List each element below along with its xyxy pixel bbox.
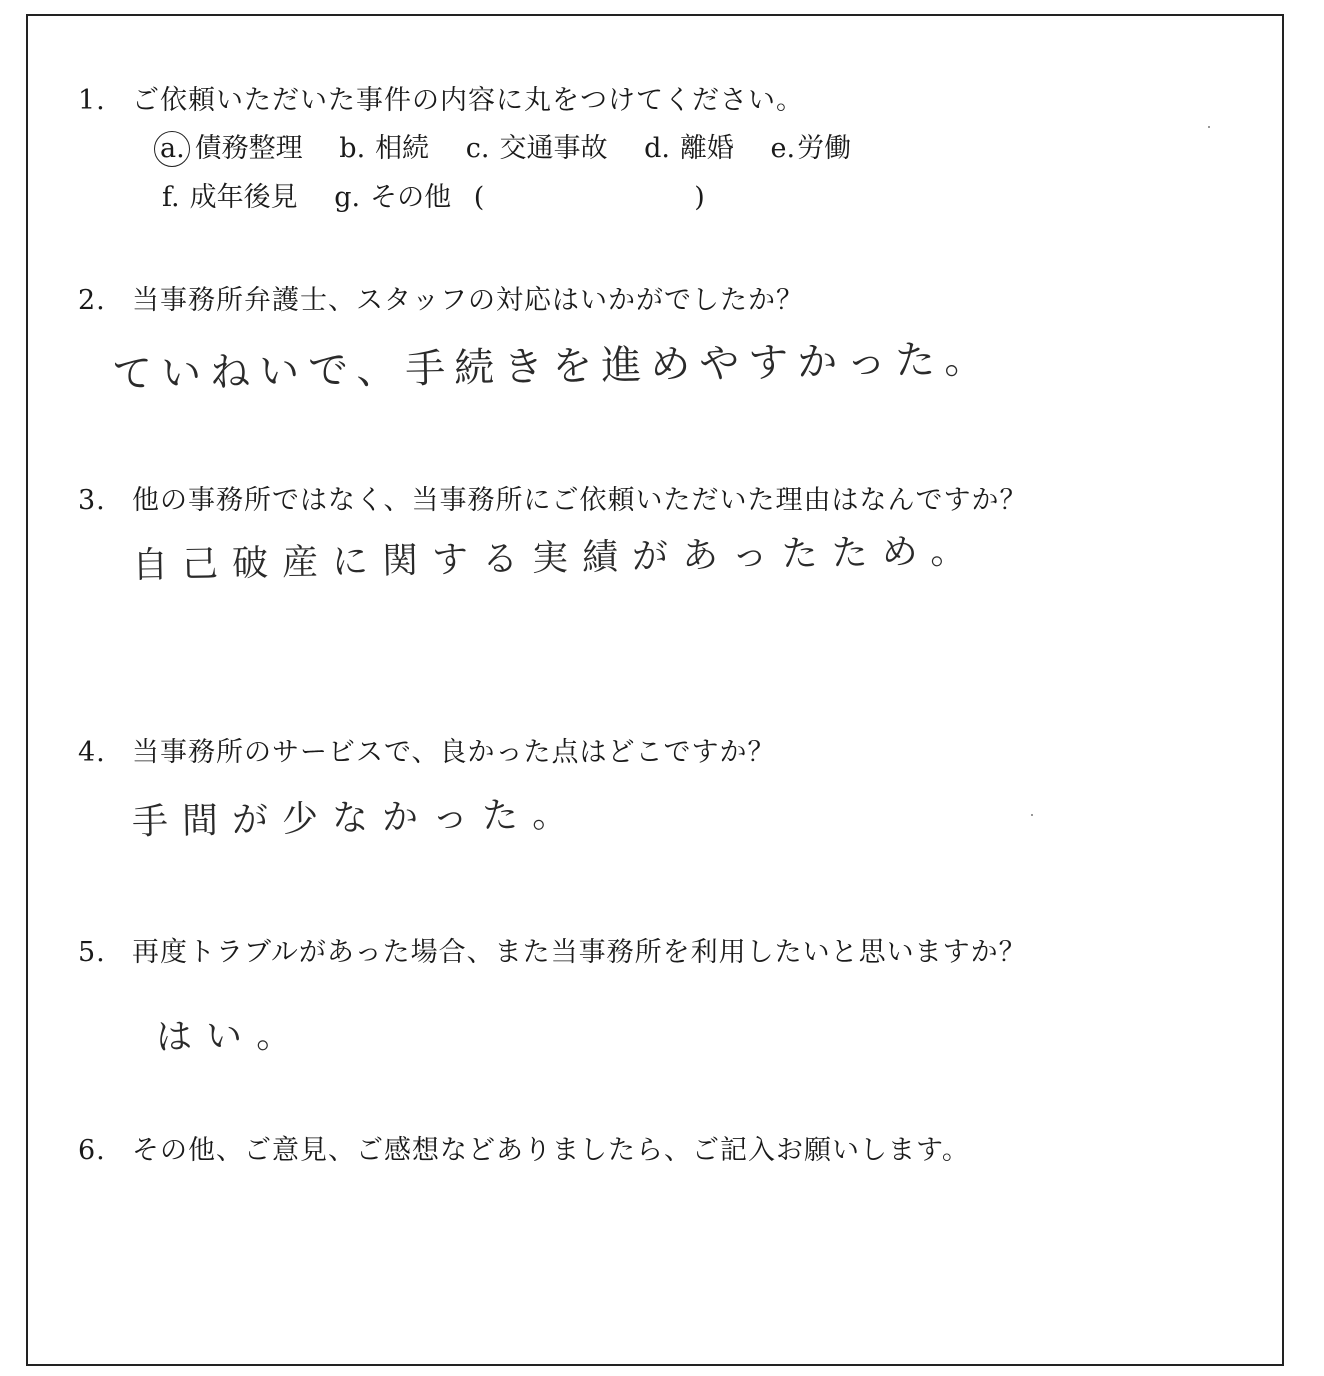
option-key: e. bbox=[770, 133, 796, 164]
case-type-options-row-2 bbox=[162, 175, 733, 214]
question-5 bbox=[78, 930, 1027, 969]
question-text: 当事務所のサービスで、良かった点はどこですか？ bbox=[132, 737, 776, 768]
question-number: 2. bbox=[78, 285, 106, 316]
option-label: 離婚 bbox=[679, 133, 734, 164]
question-text: 当事務所弁護士、スタッフの対応はいかがでしたか？ bbox=[132, 285, 804, 316]
question-number: 6. bbox=[78, 1135, 106, 1166]
handwritten-answer-2: ていねいで、手続きを進めやすかった。 bbox=[111, 336, 994, 398]
case-type-options-row-1 bbox=[160, 126, 879, 165]
option-key: d. bbox=[644, 133, 670, 164]
option-label: その他 bbox=[370, 182, 452, 213]
option-label: 労働 bbox=[797, 133, 852, 164]
question-number: 4. bbox=[78, 737, 106, 768]
option-e bbox=[771, 126, 852, 165]
option-label: 成年後見 bbox=[189, 182, 298, 213]
handwritten-answer-5: はい。 bbox=[155, 1014, 307, 1059]
option-label: 交通事故 bbox=[499, 133, 608, 164]
question-number: 3. bbox=[78, 485, 106, 516]
option-a bbox=[160, 126, 303, 165]
option-key: f. bbox=[162, 182, 180, 213]
question-6 bbox=[78, 1128, 970, 1167]
question-text: その他、ご意見、ご感想などありましたら、ご記入お願いします。 bbox=[132, 1135, 970, 1166]
scan-speck bbox=[1208, 126, 1210, 128]
question-4 bbox=[78, 730, 775, 769]
handwritten-answer-4: 手間が少なかった。 bbox=[131, 794, 583, 843]
option-key-selected: a. bbox=[160, 133, 185, 164]
question-1 bbox=[78, 78, 804, 117]
question-text: 再度トラブルがあった場合、また当事務所を利用したいと思いますか？ bbox=[132, 937, 1027, 968]
option-g bbox=[334, 175, 705, 214]
question-number: 5. bbox=[78, 937, 106, 968]
option-label: 債務整理 bbox=[194, 133, 303, 164]
option-c bbox=[466, 126, 608, 165]
question-2 bbox=[78, 278, 804, 317]
option-b bbox=[339, 126, 429, 165]
other-detail-blank: ( ) bbox=[473, 182, 705, 213]
option-label: 相続 bbox=[375, 133, 430, 164]
option-d bbox=[644, 126, 734, 165]
option-f bbox=[162, 175, 298, 214]
question-3 bbox=[78, 478, 1027, 517]
question-number: 1. bbox=[78, 85, 106, 116]
option-key: g. bbox=[334, 182, 361, 213]
option-key: b. bbox=[339, 133, 366, 164]
scan-speck bbox=[1031, 814, 1033, 816]
handwritten-answer-3: 自己破産に関する実績があったため。 bbox=[131, 530, 981, 587]
question-text: 他の事務所ではなく、当事務所にご依頼いただいた理由はなんですか？ bbox=[132, 485, 1028, 516]
option-key: c. bbox=[465, 133, 490, 164]
question-text: ご依頼いただいた事件の内容に丸をつけてください。 bbox=[132, 85, 804, 116]
